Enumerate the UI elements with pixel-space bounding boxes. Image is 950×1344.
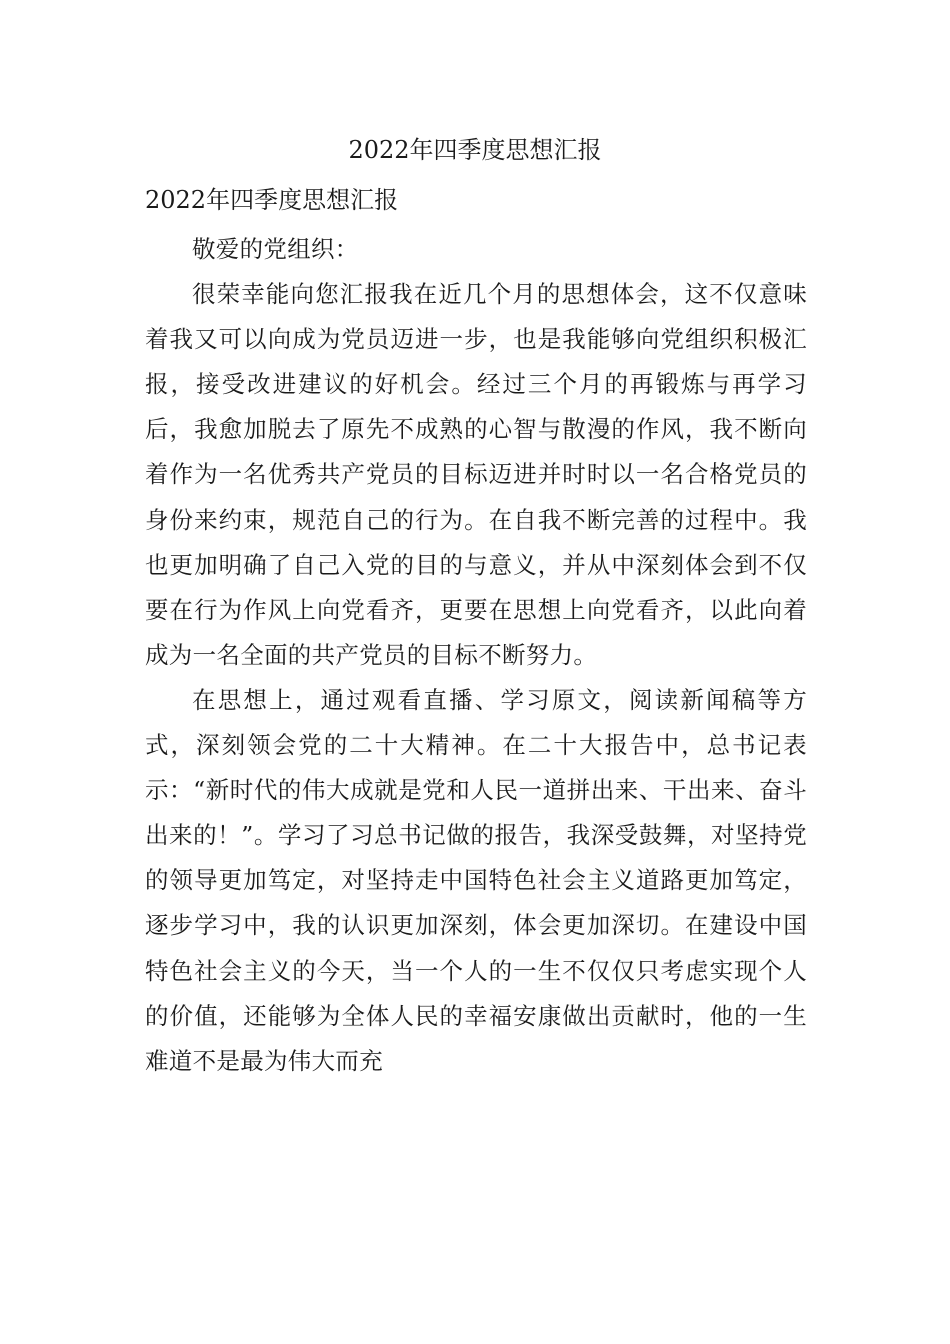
paragraph-1: 很荣幸能向您汇报我在近几个月的思想体会，这不仅意味着我又可以向成为党员迈进一步，也是我能够向党组织积极汇报，接受改进建议的好机会。经过三个月的再锻炼与再学习后，我愈加脱去了原先不成熟的心智与散漫的作风，我不断向着作为一名优秀共产党员的目标迈进并时时以一名合格党员的身份来约束，规范自己的行为。在自我不断完善的过程中。我也更加明确了自己入党的目的与意义，并从中深刻体会到不仅要在行为作风上向党看齐，更要在思想上向党看齐，以此向着成为一名全面的共产党员的目标不断努力。	[145, 280, 807, 669]
paragraph-2: 在思想上，通过观看直播、学习原文，阅读新闻稿等方式，深刻领会党的二十大精神。在二十大报告中，总书记表示：“新时代的伟大成就是党和人民一道拼出来、干出来、奋斗出来的！”。学习了习总书记做的报告，我深受鼓舞，对坚持党的领导更加笃定，对坚持走中国特色社会主义道路更加笃定，逐步学习中，我的认识更加深刻，体会更加深切。在建设中国特色社会主义的今天，当一个人的一生不仅仅只考虑实现个人的价值，还能够为全体人民的幸福安康做出贡献时，他的一生难道不是最为伟大而充	[145, 685, 807, 1075]
document-body	[145, 227, 807, 1084]
document-title: 2022年四季度思想汇报	[348, 136, 602, 164]
document-subtitle: 2022年四季度思想汇报	[145, 186, 399, 214]
salutation: 敬爱的党组织：	[192, 235, 359, 263]
